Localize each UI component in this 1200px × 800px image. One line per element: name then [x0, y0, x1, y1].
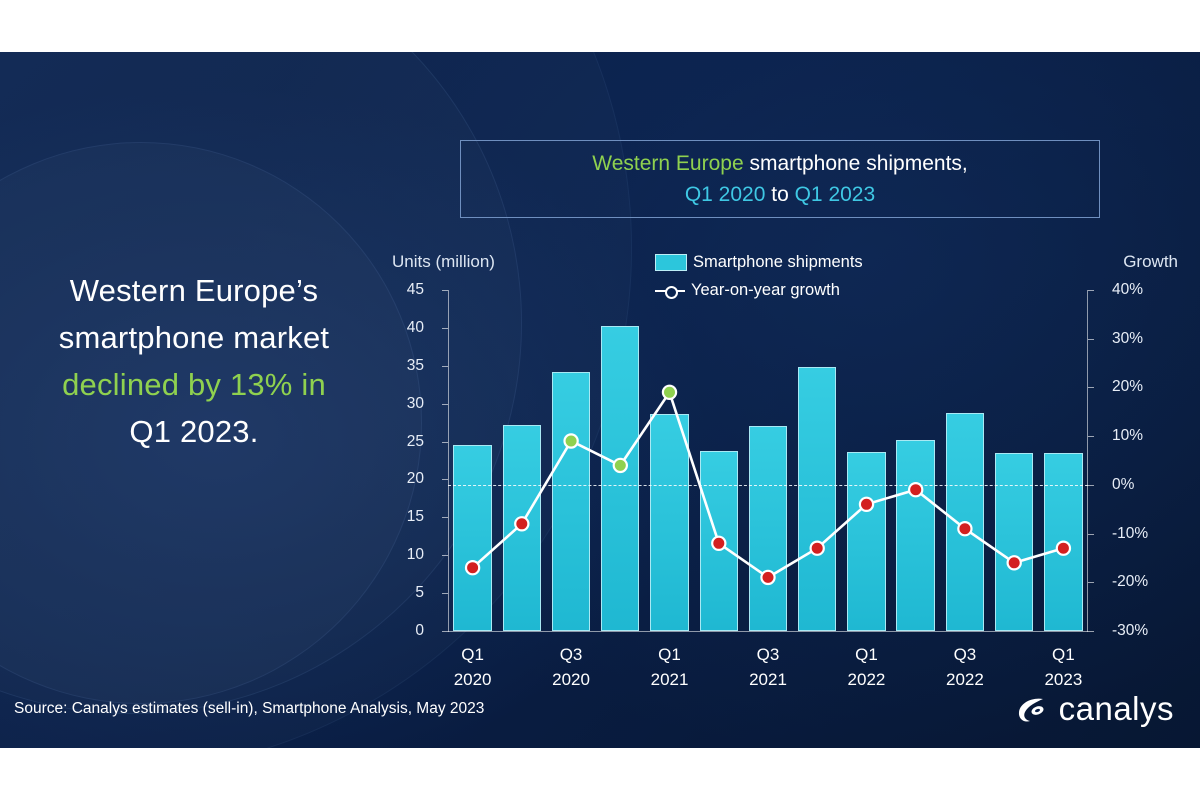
- y2-tick-mark: [1088, 387, 1094, 388]
- growth-line-series: [448, 290, 1088, 632]
- growth-marker: [811, 542, 824, 555]
- growth-marker: [466, 561, 479, 574]
- x-axis-label: [552, 643, 590, 692]
- x-label-year: 2022: [946, 669, 984, 689]
- y-tick-label: 15: [406, 508, 424, 526]
- x-label-quarter: Q3: [559, 645, 583, 664]
- x-label-year: 2023: [1044, 669, 1083, 689]
- y2-tick-mark: [1088, 631, 1094, 632]
- y2-tick-mark: [1088, 339, 1094, 340]
- chart-title-period-start: Q1 2020: [684, 183, 766, 206]
- growth-marker: [565, 434, 578, 447]
- y2-tick-label: -30%: [1112, 622, 1149, 639]
- y2-tick-label: 40%: [1112, 281, 1144, 298]
- x-label-quarter: Q1: [855, 645, 878, 664]
- growth-marker: [1057, 542, 1070, 555]
- growth-marker: [909, 483, 922, 496]
- y2-tick-mark: [1088, 534, 1094, 535]
- y-tick-label: 5: [415, 584, 424, 602]
- x-axis-label: [454, 643, 492, 692]
- y2-axis-title: Growth: [1123, 252, 1178, 271]
- headline-line-1: Western Europe’s: [69, 273, 319, 308]
- x-label-quarter: Q1: [1052, 645, 1075, 664]
- chart-title-box: [460, 140, 1100, 218]
- canalys-wordmark: canalys: [1058, 690, 1174, 727]
- chart-title-region: Western Europe: [592, 151, 744, 175]
- canalys-logo: [1012, 690, 1174, 728]
- x-axis-label: [946, 643, 984, 692]
- headline-line-3: declined by 13% in: [62, 367, 326, 403]
- x-label-quarter: Q3: [953, 645, 977, 664]
- source-note: Source: Canalys estimates (sell-in), Smartphone Analysis, May 2023: [14, 700, 485, 717]
- y2-tick-label: 0%: [1112, 475, 1135, 493]
- growth-polyline: [473, 392, 1064, 577]
- growth-marker: [1008, 556, 1021, 569]
- chart-title-period-end: Q1 2023: [794, 183, 876, 206]
- y2-tick-label: 30%: [1112, 329, 1144, 347]
- y-tick-label: 20: [406, 470, 424, 488]
- y-tick-label: 35: [406, 356, 424, 374]
- legend-item-shipments: [655, 248, 863, 276]
- y-tick-label: 25: [406, 432, 424, 450]
- chart-title-rest: smartphone shipments,: [743, 151, 968, 175]
- y2-tick-label: 10%: [1112, 427, 1144, 445]
- x-label-year: 2020: [552, 669, 590, 689]
- x-label-year: 2020: [453, 669, 492, 689]
- x-axis-label: [1044, 643, 1082, 692]
- x-label-year: 2021: [749, 669, 787, 689]
- growth-marker: [712, 537, 725, 550]
- y-tick-label: 10: [406, 546, 424, 564]
- y-tick-label: 0: [415, 622, 424, 639]
- x-label-year: 2022: [847, 669, 886, 689]
- growth-marker: [663, 386, 676, 399]
- x-label-quarter: Q1: [461, 645, 484, 664]
- slide-canvas: [0, 52, 1200, 748]
- y2-tick-mark: [1088, 436, 1094, 437]
- y-tick-label: 45: [406, 281, 424, 298]
- chart-title-line-1: [592, 148, 967, 180]
- y2-tick-label: 20%: [1112, 378, 1144, 396]
- growth-marker: [515, 517, 528, 530]
- y2-tick-mark: [1088, 485, 1094, 486]
- canalys-mark-icon: [1012, 690, 1050, 728]
- x-axis-label: [651, 643, 689, 692]
- x-label-quarter: Q3: [756, 645, 780, 664]
- headline-line-2: smartphone market: [58, 320, 330, 356]
- chart: [390, 242, 1180, 712]
- legend-label-growth: Year-on-year growth: [691, 281, 840, 300]
- growth-marker: [958, 522, 971, 535]
- y2-tick-label: -10%: [1112, 524, 1149, 542]
- legend-label-shipments: Smartphone shipments: [693, 253, 863, 271]
- x-axis-label: [749, 643, 787, 692]
- growth-marker: [761, 571, 774, 584]
- headline-text: [18, 267, 370, 455]
- y-tick-label: 40: [406, 318, 424, 336]
- growth-marker: [860, 498, 873, 511]
- x-label-year: 2021: [650, 669, 689, 689]
- x-label-quarter: Q1: [658, 645, 681, 664]
- y2-tick-mark: [1088, 582, 1094, 583]
- chart-title-to: to: [765, 183, 795, 206]
- legend-bar-swatch-icon: [655, 254, 687, 271]
- plot-area: [406, 281, 1149, 689]
- headline-line-4: Q1 2023.: [129, 414, 259, 450]
- y2-tick-mark: [1088, 290, 1094, 291]
- y-axis-title: Units (million): [392, 252, 495, 271]
- y2-tick-label: -20%: [1112, 573, 1149, 591]
- chart-title-line-2: [685, 179, 875, 211]
- y-tick-label: 30: [406, 394, 424, 412]
- x-axis-label: [848, 643, 886, 692]
- growth-marker: [614, 459, 627, 472]
